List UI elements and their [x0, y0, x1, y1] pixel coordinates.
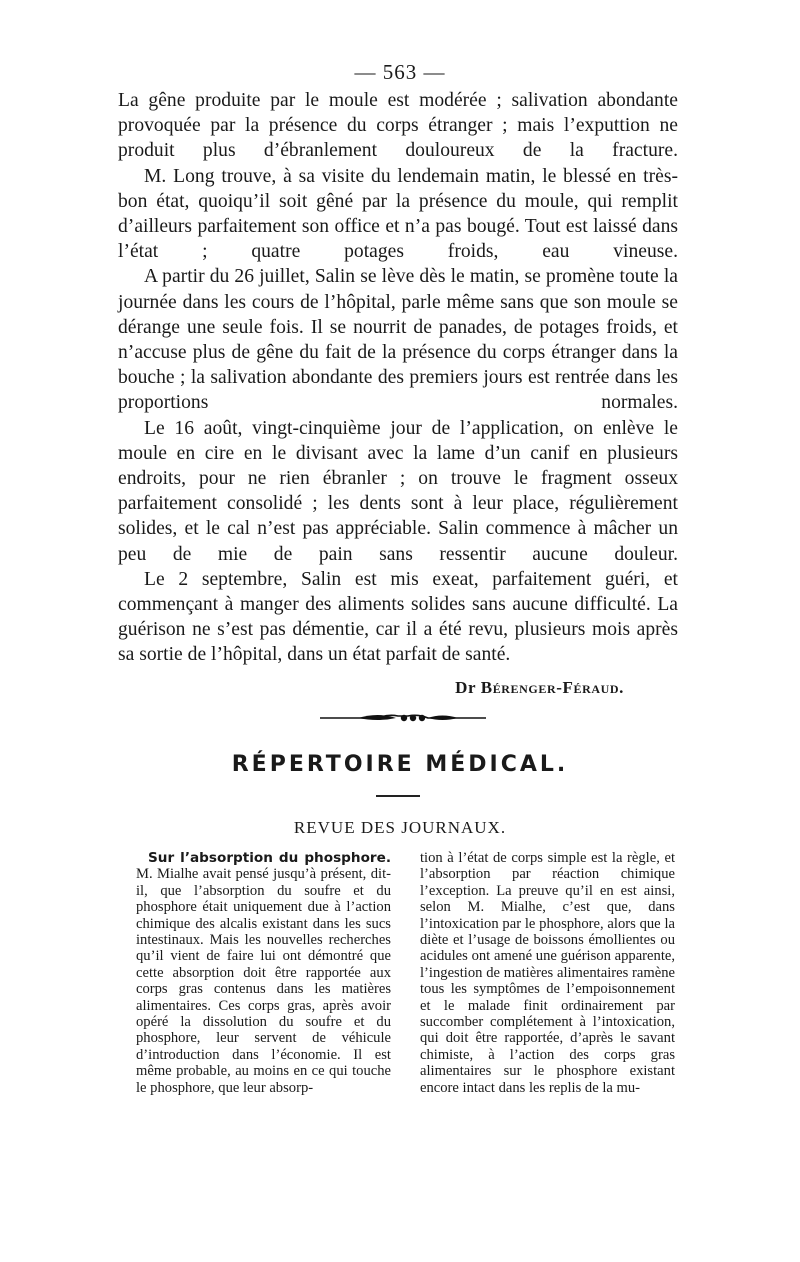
section-title: RÉPERTOIRE MÉDICAL. [231, 752, 569, 777]
paragraph-5: Le 2 septembre, Salin est mis exeat, parfaitement guéri, et commençant à manger des aliments solides sans aucune difficulté. La guérison ne s’est pas démentie, car il a été revu, plusieurs mois après sa sortie de l’hôpital, dans un état parfait de santé. [118, 568, 678, 666]
paragraph-3: A partir du 26 juillet, Salin se lève dès le matin, se promène toute la journée dans les cours de l’hôpital, parle même sans que son moule se dérange une seule fois. Il se nourrit de panades, de potages froids, et n’accuse plus de gêne du fait de la présence du corps étranger dans la bouche ; la salivation abondante des premiers jours est rentrée dans les proportions normales. [118, 266, 678, 414]
left-column [136, 850, 391, 1096]
page-number: — 563 — [354, 60, 446, 84]
divider-rule [376, 795, 420, 797]
right-column [420, 850, 675, 1096]
signature-prefix: Dr [455, 678, 481, 697]
subsection-title: REVUE DES JOURNAUX. [293, 818, 507, 837]
paragraph-2: M. Long trouve, à sa visite du lendemain matin, le blessé en très-bon état, quoiqu’il soit gêné par la présence du moule, qui remplit d’ailleurs parfaitement son office et n’a pas bougé. Tout est laissé dans l’état ; quatre potages froids, eau vineuse. [118, 165, 678, 263]
ornament-divider [318, 708, 488, 728]
article-left-text: M. Mialhe avait pensé jusqu’à présent, dit-il, que l’absorption du soufre et du phosphore était uniquement due à l’action chimique des alcalis existant dans les sucs intestinaux. Mais les nouvelles recherches qu’il vient de faire lui ont démontré que cette absorption doit être rapportée aux corps gras contenus dans les matières alimentaires. Ces corps gras, après avoir opéré la dissolution du soufre et du phosphore, leur servent de véhicule d’introduction dans l’économie. Il est même probable, au moins en ce qui touche le phosphore, que leur absorp- [136, 866, 391, 1096]
paragraph-1: La gêne produite par le moule est modérée ; salivation abondante provoquée par la présence du corps étranger ; mais l’exputtion ne produit plus d’ébranlement douloureux de la fracture. [118, 90, 678, 162]
paragraph-4: Le 16 août, vingt-cinquième jour de l’application, on enlève le moule en cire en le divisant avec la lame d’un canif en plusieurs endroits, pour ne rien ébranler ; on trouve le fragment osseux parfaitement consolidé ; les dents sont à leur place, régulièrement solides, et le cal n’est pas appréciable. Salin commence à mâcher un peu de mie de pain sans ressentir aucune douleur. [118, 417, 678, 565]
article-title: Sur l’absorption du phosphore. [148, 850, 391, 866]
author-signature [118, 678, 624, 698]
main-text [118, 88, 678, 668]
article-left-paragraph [136, 850, 391, 1096]
article-right-text: tion à l’état de corps simple est la règle, et l’absorption par réaction chimique l’exception. La preuve qu’il en est ainsi, selon M. Mialhe, c’est que, dans l’intoxication par le phosphore, alors que la diète et l’usage de boissons émollientes ou acidules ont amené une guérison apparente, l’ingestion de matières alimentaires ramène tous les symptômes de l’empoisonnement et le malade finit ordinairement par succomber complétement à l’intoxication, qui doit être rapportée, d’après le savant chimiste, à l’action des corps gras alimentaires sur le phosphore existant encore intact dans les replis de la mu- [420, 850, 675, 1096]
signature-name: Bérenger-Féraud. [480, 678, 624, 697]
